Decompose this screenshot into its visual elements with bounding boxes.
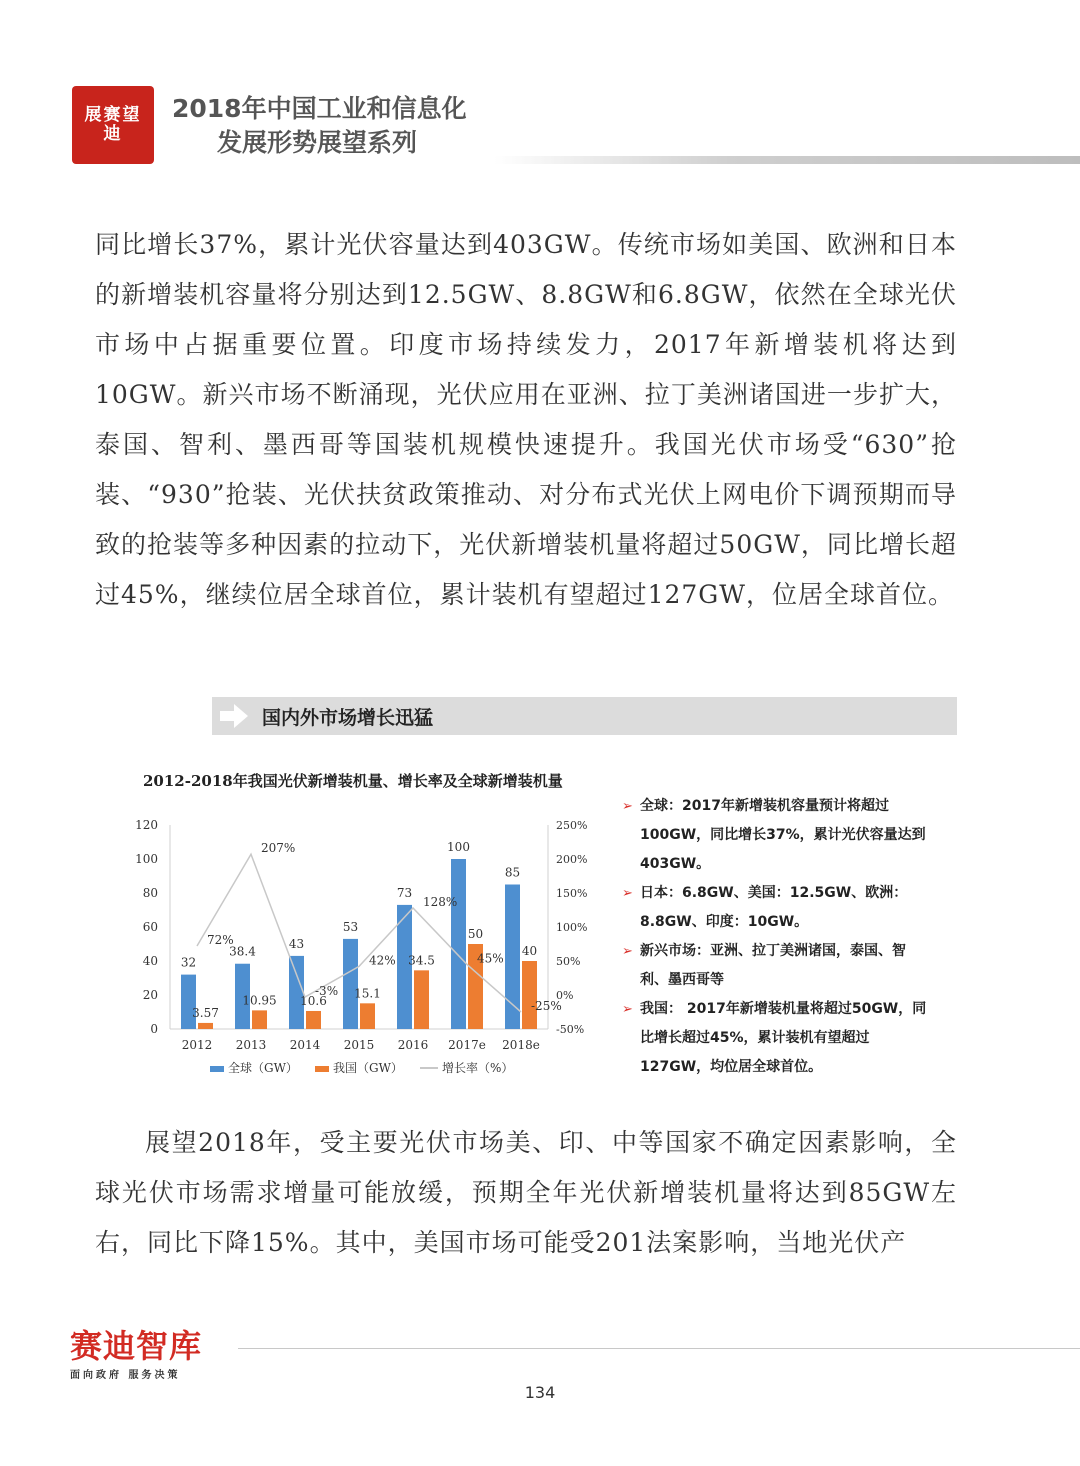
- bar-global: [451, 859, 466, 1029]
- chart: [120, 805, 600, 1085]
- header-divider: [494, 156, 1080, 164]
- data-label-growth: -25%: [531, 999, 562, 1013]
- data-label-growth: 45%: [477, 951, 504, 966]
- data-label-growth: 42%: [369, 953, 396, 968]
- y-tick-label-left: 20: [142, 988, 158, 1002]
- y-tick-label-left: 80: [142, 886, 158, 900]
- note-item: ➢ 我国： 2017年新增装机量将超过50GW，同比增长超过45%，累计装机有望超过127GW，均位居全球首位。: [622, 995, 932, 1082]
- header-title-line2: 发展形势展望系列: [217, 128, 418, 157]
- y-tick-label-left: 60: [142, 920, 158, 934]
- bar-china: [306, 1011, 321, 1029]
- legend-label-china: 我国（GW）: [333, 1061, 403, 1075]
- x-tick-label: 2014: [289, 1038, 321, 1052]
- legend-label-global: 全球（GW）: [228, 1061, 298, 1075]
- x-tick-label: 2015: [343, 1038, 375, 1052]
- header-title-line1: 2018年中国工业和信息化: [172, 94, 467, 123]
- x-tick-label: 2016: [397, 1038, 429, 1052]
- y-tick-label-right: 50%: [556, 955, 581, 968]
- legend-swatch-global: [210, 1066, 224, 1072]
- data-label-china: 34.5: [408, 953, 435, 968]
- bar-global: [181, 975, 196, 1029]
- data-label-growth: -3%: [315, 984, 339, 999]
- data-label-global: 38.4: [229, 944, 256, 959]
- data-label-global: 73: [396, 885, 413, 900]
- bar-global: [289, 956, 304, 1029]
- x-tick-label: 2018e: [502, 1038, 540, 1052]
- y-tick-label-right: 100%: [556, 921, 588, 934]
- page-number: 134: [524, 1383, 556, 1402]
- section-title: 国内外市场增长迅猛: [262, 706, 434, 729]
- page-header-title: [172, 92, 467, 160]
- bar-global: [343, 939, 358, 1029]
- note-item: ➢ 新兴市场：亚洲、拉丁美洲诸国，泰国、智利、墨西哥等: [622, 937, 932, 995]
- data-label-growth: 72%: [207, 933, 234, 948]
- data-label-global: 100: [447, 840, 470, 854]
- note-item: ➢ 日本：6.8GW、美国：12.5GW、欧洲：8.8GW、印度：10GW。: [622, 879, 932, 937]
- logo-stamp: 展赛望迪: [72, 86, 154, 164]
- data-label-china: 50: [467, 927, 484, 941]
- note-item: ➢ 全球：2017年新增装机容量预计将超过100GW，同比增长37%，累计光伏容量达到403GW。: [622, 792, 932, 879]
- data-label-growth: 207%: [261, 841, 296, 856]
- chart-notes: [622, 792, 932, 1082]
- arrow-right-icon: [220, 704, 248, 728]
- footer-brand: 赛迪智库: [70, 1327, 203, 1365]
- bar-china: [252, 1010, 267, 1029]
- data-label-global: 85: [504, 865, 521, 880]
- body-paragraph-2: 展望2018年，受主要光伏市场美、印、中等国家不确定因素影响，全球光伏市场需求增量可能放缓，预期全年光伏新增装机量将达到85GW左右，同比下降15%。其中，美国市场可能受201法案影响，当地光伏产: [95, 1128, 957, 1257]
- y-tick-label-right: 150%: [556, 887, 588, 900]
- y-tick-label-left: 100: [135, 852, 158, 866]
- data-label-global: 32: [180, 955, 197, 970]
- section-header: [212, 697, 957, 735]
- data-label-china: 3.57: [192, 1005, 219, 1020]
- y-tick-label-left: 40: [142, 954, 158, 968]
- bar-china: [360, 1003, 375, 1029]
- body-paragraph-1: 同比增长37%，累计光伏容量达到403GW。传统市场如美国、欧洲和日本的新增装机容量将分别达到12.5GW、8.8GW和6.8GW，依然在全球光伏市场中占据重要位置。印度市场持续发力，2017年新增装机将达到10GW。新兴市场不断涌现，光伏应用在亚洲、拉丁美洲诸国进一步扩大，泰国、智利、墨西哥等国装机规模快速提升。我国光伏市场受“630”抢装、“930”抢装、光伏扶贫政策推动、对分布式光伏上网电价下调预期而导致的抢装等多种因素的拉动下，光伏新增装机量将超过50GW，同比增长超过45%，继续位居全球首位，累计装机有望超过127GW，位居全球首位。: [95, 230, 957, 609]
- data-label-china: 15.1: [354, 986, 381, 1001]
- data-label-growth: 128%: [423, 894, 458, 909]
- bar-china: [522, 961, 537, 1029]
- legend-swatch-china: [315, 1066, 329, 1072]
- y-tick-label-left: 120: [135, 818, 158, 832]
- bar-china: [198, 1023, 213, 1029]
- y-tick-label-right: 200%: [556, 853, 588, 866]
- x-tick-label: 2012: [181, 1038, 213, 1052]
- chart-title: 2012-2018年我国光伏新增装机量、增长率及全球新增装机量: [143, 772, 563, 790]
- footer-logo: [70, 1328, 230, 1381]
- y-tick-label-right: 250%: [556, 819, 588, 832]
- data-label-china: 10.95: [242, 993, 277, 1008]
- data-label-global: 43: [288, 936, 305, 951]
- data-label-china: 10.6: [300, 993, 327, 1008]
- x-tick-label: 2013: [235, 1038, 267, 1052]
- bar-global: [505, 885, 520, 1030]
- legend-label-growth: 增长率（%）: [442, 1061, 514, 1075]
- y-tick-label-left: 0: [150, 1022, 158, 1036]
- bar-china: [414, 970, 429, 1029]
- footer-divider: [238, 1348, 1080, 1349]
- data-label-china: 40: [521, 944, 538, 958]
- y-tick-label-right: -50%: [556, 1023, 585, 1036]
- y-tick-label-right: 0%: [556, 989, 574, 1002]
- data-label-global: 53: [342, 919, 359, 934]
- footer-slogan: 面向政府 服务决策: [70, 1370, 181, 1381]
- x-tick-label: 2017e: [448, 1038, 486, 1052]
